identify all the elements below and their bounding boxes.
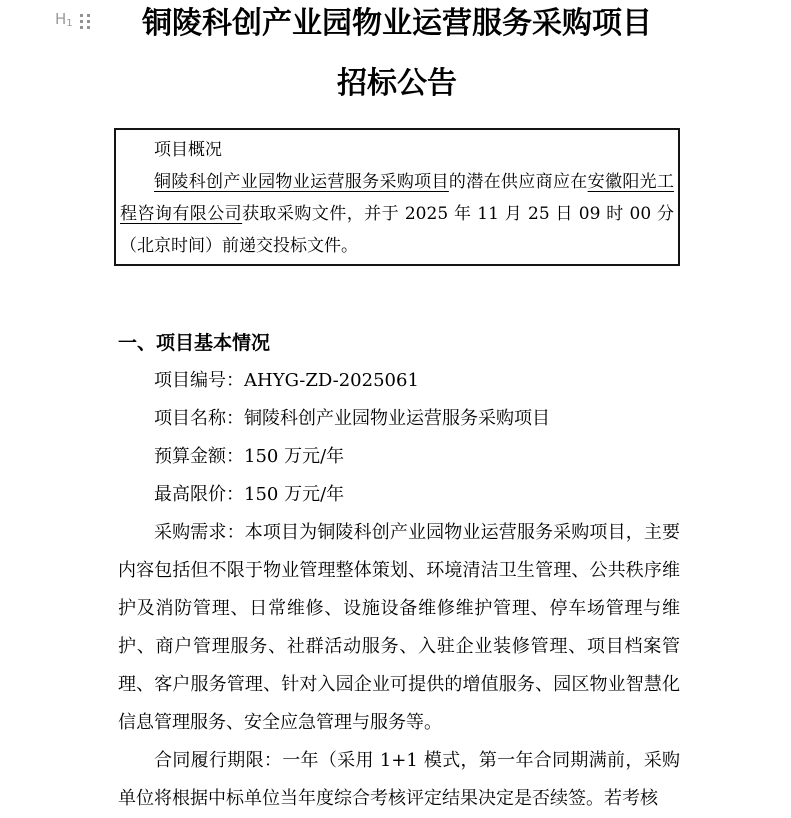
field-project-name-value: 铜陵科创产业园物业运营服务采购项目 [244, 408, 550, 429]
procurement-demand-text: 本项目为铜陵科创产业园物业运营服务采购项目，主要内容包括但不限于物业管理整体策划、环境清洁卫生管理、公共秩序维护及消防管理、日常维修、设施设备维修维护管理、停车场管理与维护、商户管理服务、社群活动服务、入驻企业装修管理、项目档案管理、客户服务管理、针对入园企业可提供的增值服务、园区物业智慧化信息管理服务、安全应急管理与服务等。 [118, 522, 681, 733]
field-project-name-label: 项目名称： [154, 408, 244, 429]
heading-level-badge [55, 11, 73, 32]
field-price-ceiling-label: 最高限价： [154, 484, 244, 505]
drag-handle-icon[interactable] [80, 14, 90, 29]
heading-badge-level: 1 [66, 18, 73, 29]
contract-term-paragraph [118, 742, 680, 818]
procurement-demand-paragraph [118, 514, 680, 742]
overview-mid-text: 的潜在供应商应在 [448, 172, 588, 192]
contract-term-label: 合同履行期限： [154, 750, 283, 771]
contract-term-text: 一年（采用 1+1 模式，第一年合同期满前，采购单位将根据中标单位当年度综合考核评定结果决定是否续签。若考核 [118, 750, 681, 809]
heading-badge-letter: H [55, 10, 67, 28]
field-budget-amount-label: 预算金额： [154, 446, 244, 467]
field-project-number-value: AHYG-ZD-2025061 [244, 370, 419, 391]
section-heading-basic-info: 一、项目基本情况 [118, 332, 271, 354]
field-price-ceiling [118, 476, 680, 514]
overview-project-name-underlined: 铜陵科创产业园物业运营服务采购项目 [154, 172, 449, 192]
overview-paragraph [120, 166, 674, 262]
overview-heading: 项目概况 [154, 140, 222, 160]
overview-agency-name-underlined: 安徽阳光工程咨询有限公司 [120, 172, 675, 224]
document-title-block [114, 0, 680, 108]
document-title-line2: 招标公告 [337, 66, 457, 101]
document-body [118, 324, 680, 818]
field-budget-amount [118, 438, 680, 476]
field-project-number [118, 362, 680, 400]
block-handle [55, 11, 90, 32]
field-project-name [118, 400, 680, 438]
field-price-ceiling-value: 150 万元/年 [244, 484, 345, 505]
project-overview-box [114, 128, 680, 266]
document-title-line1: 铜陵科创产业园物业运营服务采购项目 [142, 6, 652, 41]
overview-tail-text: 获取采购文件，并于 2025 年 11 月 25 日 09 时 00 分（北京时间）前递交投标文件。 [120, 204, 674, 256]
field-budget-amount-value: 150 万元/年 [244, 446, 345, 467]
field-project-number-label: 项目编号： [154, 370, 244, 391]
procurement-demand-label: 采购需求： [154, 522, 245, 543]
